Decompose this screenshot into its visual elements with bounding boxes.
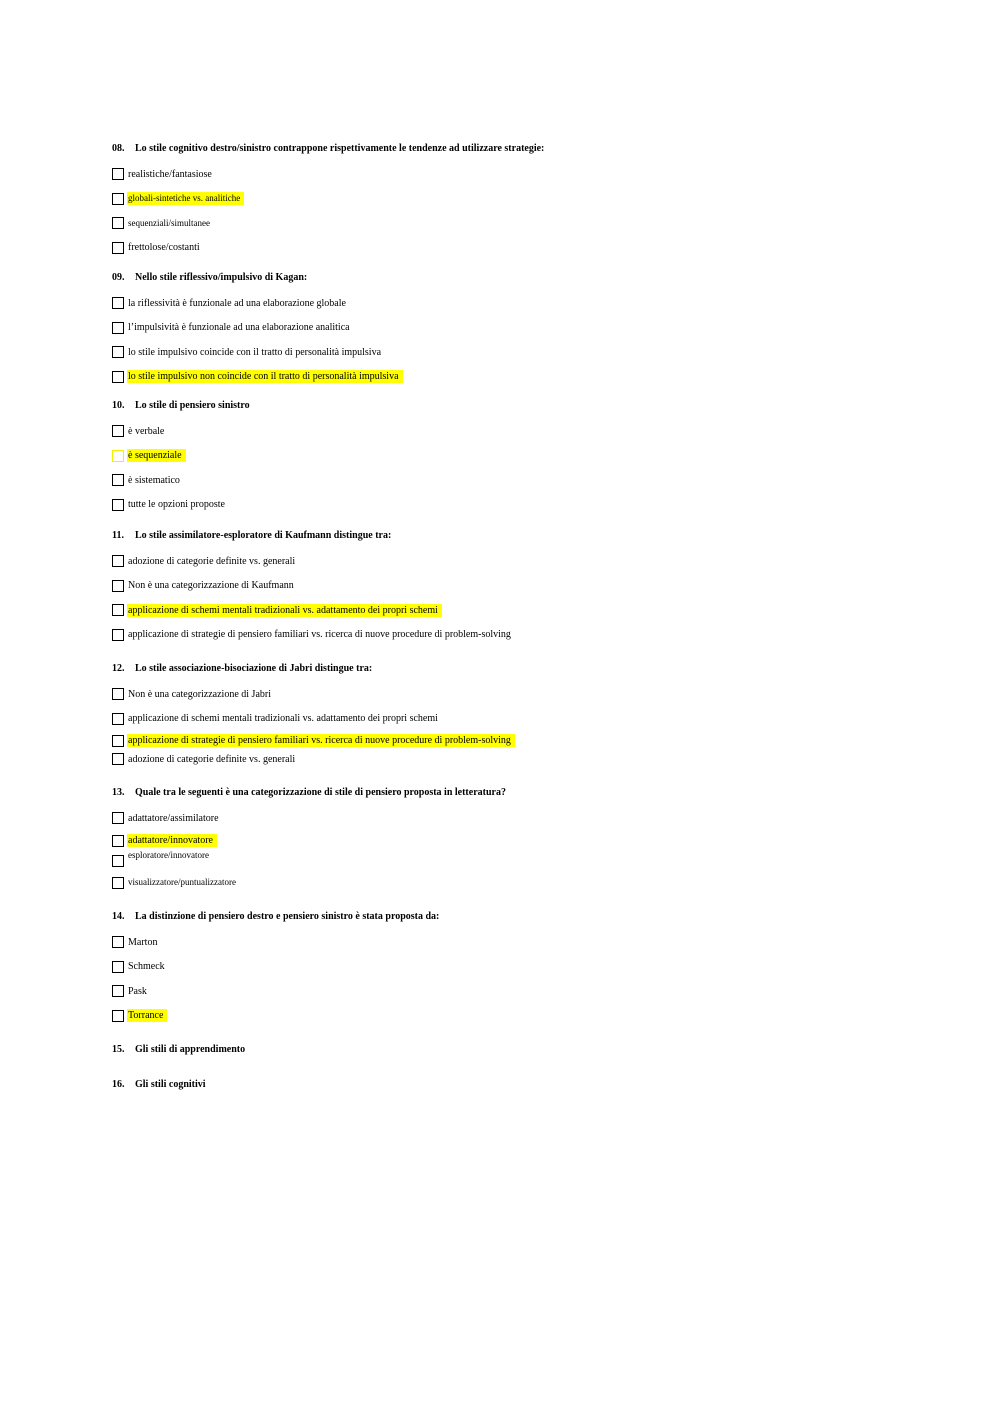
checkbox[interactable] (112, 735, 124, 747)
option-row (112, 930, 932, 955)
question-text: Gli stili cognitivi (135, 1079, 206, 1090)
option-row (112, 493, 932, 518)
question-number: 14. (112, 911, 125, 922)
checkbox[interactable] (112, 297, 124, 309)
question-title (112, 529, 932, 543)
option-text: frettolose/costanti (128, 242, 200, 254)
question-number: 15. (112, 1044, 125, 1055)
option-text: l’impulsività è funzionale ad una elaborazione analitica (128, 322, 350, 334)
option-text: è sistematico (128, 474, 180, 486)
option-text-highlighted: è sequenziale (127, 449, 186, 462)
checkbox[interactable] (112, 629, 124, 641)
checkbox[interactable] (112, 217, 124, 229)
option-text: esploratore/innovatore (128, 850, 209, 860)
option-text: tutte le opzioni proposte (128, 499, 225, 511)
option-row (112, 162, 932, 187)
question-number: 13. (112, 787, 125, 798)
question-text: Nello stile riflessivo/impulsivo di Kagan: (135, 272, 308, 283)
question-11 (112, 529, 932, 647)
checkbox[interactable] (112, 193, 124, 205)
question-15 (112, 1043, 932, 1063)
checkbox[interactable] (112, 322, 124, 334)
checkbox[interactable] (112, 346, 124, 358)
question-12 (112, 662, 932, 768)
option-row (112, 316, 932, 341)
checkbox[interactable] (112, 555, 124, 567)
option-text-highlighted: globali-sintetiche vs. analitiche (127, 192, 244, 205)
option-row (112, 236, 932, 261)
option-text-highlighted: applicazione di schemi mentali tradizionali vs. adattamento dei propri schemi (127, 604, 442, 617)
question-13 (112, 786, 932, 895)
question-09 (112, 271, 932, 389)
checkbox[interactable] (112, 604, 124, 616)
option-row (112, 340, 932, 365)
question-text: Lo stile associazione-bisociazione di Jabri distingue tra: (135, 663, 373, 674)
option-row (112, 468, 932, 493)
option-row (112, 365, 932, 390)
option-row (112, 444, 932, 469)
option-row (112, 598, 932, 623)
option-row (112, 955, 932, 980)
question-16 (112, 1078, 932, 1098)
question-title (112, 142, 932, 156)
option-row (112, 574, 932, 599)
option-text: Marton (128, 936, 158, 948)
option-row (112, 851, 932, 871)
question-number: 10. (112, 400, 125, 411)
option-row (112, 291, 932, 316)
question-title (112, 662, 932, 676)
checkbox[interactable] (112, 961, 124, 973)
question-08 (112, 142, 932, 260)
option-text-highlighted: Torrance (127, 1009, 167, 1022)
option-text: realistiche/fantasiose (128, 168, 212, 180)
checkbox[interactable] (112, 242, 124, 254)
checkbox[interactable] (112, 371, 124, 383)
checkbox[interactable] (112, 713, 124, 725)
checkbox[interactable] (112, 474, 124, 486)
question-title (112, 271, 932, 285)
question-title (112, 910, 932, 924)
checkbox[interactable] (112, 425, 124, 437)
checkbox[interactable] (112, 812, 124, 824)
question-text: Gli stili di apprendimento (135, 1044, 246, 1055)
option-row (112, 871, 932, 896)
question-text: Lo stile di pensiero sinistro (135, 400, 250, 411)
option-row (112, 682, 932, 707)
question-number: 12. (112, 663, 125, 674)
option-row (112, 623, 932, 648)
option-text: è verbale (128, 425, 165, 437)
option-text: adozione di categorie definite vs. generali (128, 753, 296, 765)
option-row (112, 707, 932, 732)
checkbox[interactable] (112, 450, 124, 462)
checkbox[interactable] (112, 855, 124, 867)
option-row (112, 806, 932, 831)
option-row (112, 1004, 932, 1029)
question-14 (112, 910, 932, 1028)
question-title (112, 786, 932, 800)
option-row (112, 750, 932, 768)
option-row (112, 419, 932, 444)
option-text-highlighted: applicazione di strategie di pensiero familiari vs. ricerca di nuove procedure di problem-solving (127, 734, 515, 747)
option-row (112, 211, 932, 236)
question-title (112, 1043, 932, 1057)
question-10 (112, 399, 932, 517)
option-row (112, 187, 932, 212)
question-text: Quale tra le seguenti è una categorizzazione di stile di pensiero proposta in letteratura? (135, 787, 506, 798)
checkbox[interactable] (112, 985, 124, 997)
checkbox[interactable] (112, 936, 124, 948)
option-text-highlighted: lo stile impulsivo non coincide con il tratto di personalità impulsiva (127, 370, 403, 383)
checkbox[interactable] (112, 168, 124, 180)
option-text: adozione di categorie definite vs. generali (128, 555, 296, 567)
option-text: la riflessività è funzionale ad una elaborazione globale (128, 297, 346, 309)
option-text: applicazione di schemi mentali tradizionali vs. adattamento dei propri schemi (128, 713, 438, 725)
checkbox[interactable] (112, 877, 124, 889)
checkbox[interactable] (112, 499, 124, 511)
option-text: lo stile impulsivo coincide con il tratto di personalità impulsiva (128, 346, 382, 358)
option-text: Non è una categorizzazione di Kaufmann (128, 580, 294, 592)
checkbox[interactable] (112, 1010, 124, 1022)
question-text: Lo stile assimilatore-esploratore di Kaufmann distingue tra: (135, 530, 392, 541)
option-text: applicazione di strategie di pensiero familiari vs. ricerca di nuove procedure di problem-solving (128, 629, 511, 641)
option-row (112, 731, 932, 750)
option-text: visualizzatore/puntualizzatore (128, 877, 236, 888)
option-row (112, 549, 932, 574)
checkbox[interactable] (112, 835, 124, 847)
checkbox[interactable] (112, 753, 124, 765)
option-row (112, 831, 932, 851)
question-text: La distinzione di pensiero destro e pensiero sinistro è stata proposta da: (135, 911, 440, 922)
checkbox[interactable] (112, 580, 124, 592)
checkbox[interactable] (112, 688, 124, 700)
question-number: 09. (112, 272, 125, 283)
option-row (112, 979, 932, 1004)
option-text-highlighted: adattatore/innovatore (127, 834, 217, 847)
option-text: Pask (128, 985, 147, 997)
question-text: Lo stile cognitivo destro/sinistro contrappone rispettivamente le tendenze ad utilizzare strategie: (135, 143, 545, 154)
question-number: 16. (112, 1079, 125, 1090)
question-number: 08. (112, 143, 125, 154)
option-text: sequenziali/simultanee (128, 217, 210, 228)
question-number: 11. (112, 530, 124, 541)
option-text: Non è una categorizzazione di Jabri (128, 688, 271, 700)
option-text: Schmeck (128, 961, 165, 973)
question-title (112, 1078, 932, 1092)
option-text: adattatore/assimilatore (128, 812, 219, 824)
question-title (112, 399, 932, 413)
